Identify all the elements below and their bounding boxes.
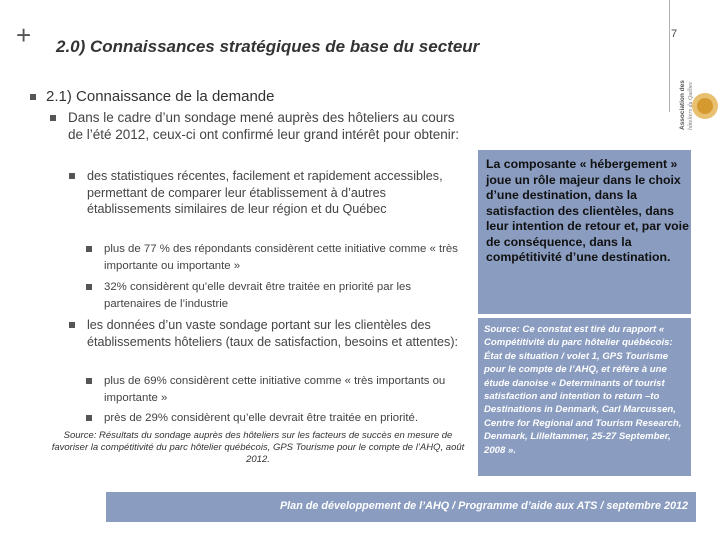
bullet-icon	[86, 284, 92, 290]
sub-item-text: plus de 69% considèrent cette initiative comme « très importants ou importante »	[104, 375, 446, 404]
sub-item-69-percent	[104, 373, 464, 406]
survey-source-note: Source: Résultats du sondage auprès des hôteliers sur les facteurs de succès en mesure de favoriser la compétitivité du parc hôtelier québécois, GPS Tourisme pour le compte de l’AHQ, août 2012.	[51, 430, 465, 465]
bullet-icon	[86, 246, 92, 252]
bullet-icon	[86, 415, 92, 421]
bullet-icon	[30, 94, 36, 100]
sub-item-29-percent	[104, 410, 469, 427]
bullet-icon	[86, 378, 92, 384]
list-item-survey	[87, 317, 472, 350]
sub-item-77-percent	[104, 241, 464, 274]
callout-source-box: Source: Ce constat est tiré du rapport « Compétitivité du parc hôtelier québécois: État de situation / volet 1, GPS Tourisme pour le compte de l’AHQ, et réfère à une étude danoise « Determinants of tourist satisfaction and intention to return –to Destinations in Denmark, Carl Marcussen, Centre for Regional and Tourism Research, Denmark, Lilleltammer, 25-27 September, 2008 ».	[478, 318, 691, 476]
association-logo	[670, 62, 720, 136]
callout-box: La composante « hébergement » joue un rôle majeur dans le choix d’une destination, dans la satisfaction des clientèles, dans leur intention de retour et, par voie de conséquence, dans la compétitivité d’une destination.	[478, 150, 691, 314]
page-number: 7	[671, 28, 678, 40]
logo-text-line1: Association des	[679, 80, 686, 130]
sub-item-32-percent	[104, 279, 464, 312]
sub-item-text: plus de 77 % des répondants considèrent cette initiative comme « très importante ou importante »	[104, 243, 458, 272]
list-item-text: des statistiques récentes, facilement et rapidement accessibles, permettant de comparer leur établissement à d’autres établissements similaires de leur région et du Québec	[87, 169, 443, 216]
list-item-statistics	[87, 168, 457, 218]
logo-text-line2: hôteliers du Québec	[688, 81, 694, 130]
bullet-icon	[69, 322, 75, 328]
footer-bar: Plan de développement de l’AHQ / Programme d’aide aux ATS / septembre 2012	[106, 492, 696, 522]
section-heading	[30, 88, 275, 105]
intro-paragraph	[68, 110, 468, 143]
slide-plus-mark: +	[16, 20, 32, 50]
slide-title: 2.0) Connaissances stratégiques de base du secteur	[56, 37, 480, 56]
section-heading-text: 2.1) Connaissance de la demande	[46, 88, 275, 105]
sub-item-text: près de 29% considèrent qu’elle devrait être traitée en priorité.	[104, 412, 419, 424]
bullet-icon	[69, 173, 75, 179]
sub-item-text: 32% considèrent qu’elle devrait être traitée en priorité par les partenaires de l’industrie	[104, 281, 412, 310]
bullet-icon	[50, 115, 56, 121]
intro-text: Dans le cadre d’un sondage mené auprès des hôteliers au cours de l’été 2012, ceux-ci ont confirmé leur grand intérêt pour obtenir:	[68, 110, 459, 142]
list-item-text: les données d’un vaste sondage portant sur les clientèles des établissements hôteliers (taux de satisfaction, besoins et attentes):	[87, 318, 459, 349]
